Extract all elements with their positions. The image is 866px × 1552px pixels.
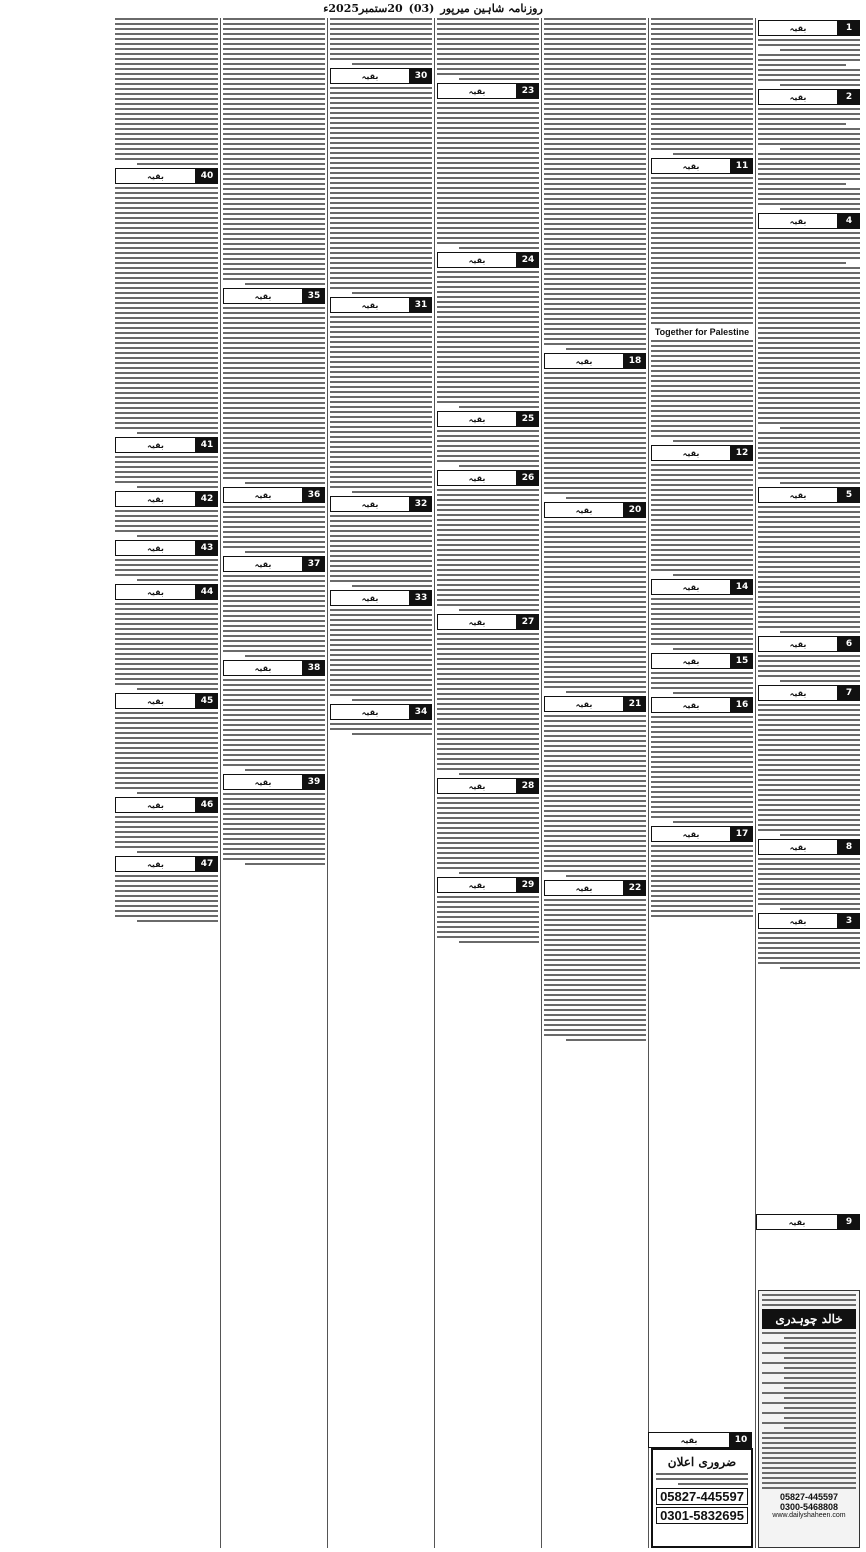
story-text [651, 18, 753, 155]
story-number: 40 [196, 168, 218, 184]
story-label: بقیہ [115, 437, 196, 453]
story-32 [330, 496, 432, 587]
story-text [223, 793, 325, 865]
story-number: 7 [838, 685, 860, 701]
story-number: 46 [196, 797, 218, 813]
story-tag [223, 288, 325, 304]
issue-date: 20ستمبر2025ء [323, 1, 403, 15]
story-label: بقیہ [115, 168, 196, 184]
story-text [330, 316, 432, 493]
story-number: 30 [410, 68, 432, 84]
story-42 [115, 491, 218, 537]
story-number: 4 [838, 213, 860, 229]
story-tag [437, 411, 539, 427]
imprint-staff-list [762, 1332, 856, 1489]
story-tag [115, 856, 218, 872]
story-35 [223, 288, 325, 484]
story-text [115, 456, 218, 488]
story-tag [115, 540, 218, 556]
story-number: 43 [196, 540, 218, 556]
story-label: بقیہ [758, 487, 838, 503]
story-number: 8 [838, 839, 860, 855]
story-label: بقیہ [223, 487, 303, 503]
headline-together-for-palestine: Together for Palestine [654, 327, 750, 337]
story-number: 22 [624, 880, 646, 896]
story-label: بقیہ [651, 158, 731, 174]
column-6 [220, 18, 327, 1548]
story-label: بقیہ [544, 353, 624, 369]
story-tag [437, 252, 539, 268]
story-number: 42 [196, 491, 218, 507]
story-7 [758, 685, 860, 836]
story-tag [115, 491, 218, 507]
story-text [115, 875, 218, 922]
story-tag [330, 496, 432, 512]
story-tag [758, 685, 860, 701]
story-number: 5 [838, 487, 860, 503]
story-label: بقیہ [437, 411, 517, 427]
story-number: 45 [196, 693, 218, 709]
story-label: بقیہ [758, 89, 838, 105]
story-4 [758, 213, 860, 484]
story-text [330, 87, 432, 294]
story-number: 24 [517, 252, 539, 268]
story-27 [437, 614, 539, 775]
story-tag [544, 502, 646, 518]
story-number: 18 [624, 353, 646, 369]
story-tag [758, 913, 860, 929]
story-text [223, 18, 325, 285]
story-tag [437, 778, 539, 794]
ad-text [656, 1473, 748, 1485]
story-number: 16 [731, 697, 753, 713]
story-number: 29 [517, 877, 539, 893]
story-text [651, 340, 753, 442]
story-text [544, 521, 646, 693]
story-text [437, 633, 539, 775]
ad-phone-2: 0301-5832695 [656, 1507, 748, 1524]
story-23 [437, 83, 539, 249]
story-label: بقیہ [758, 213, 838, 229]
story-number: 26 [517, 470, 539, 486]
story-tag [330, 68, 432, 84]
story-number: 37 [303, 556, 325, 572]
story-number: 11 [731, 158, 753, 174]
story-tag [330, 297, 432, 313]
story-label: بقیہ [330, 496, 410, 512]
story-number: 38 [303, 660, 325, 676]
story-number: 25 [517, 411, 539, 427]
story-3 [758, 913, 860, 969]
story-tag [223, 556, 325, 572]
story-25 [437, 411, 539, 467]
column-2 [648, 18, 755, 1548]
story-text [115, 816, 218, 853]
story-tag [758, 213, 860, 229]
story-number: 2 [838, 89, 860, 105]
story-label: بقیہ [758, 20, 838, 36]
story-text [544, 715, 646, 877]
story-28 [437, 778, 539, 874]
story-44 [115, 584, 218, 690]
story-label: بقیہ [115, 797, 196, 813]
story-text [651, 672, 753, 694]
story-number: 44 [196, 584, 218, 600]
story-text [115, 510, 218, 537]
story-number: 21 [624, 696, 646, 712]
story-30 [330, 68, 432, 294]
story-number: 1 [838, 20, 860, 36]
story-10-marker [648, 1430, 752, 1451]
story-tag [651, 579, 753, 595]
story-label: بقیہ [651, 445, 731, 461]
story-6 [758, 636, 860, 682]
story-label: بقیہ [330, 590, 410, 606]
story-18 [544, 353, 646, 499]
imprint-text [762, 1294, 856, 1306]
story-tag [648, 1432, 752, 1448]
story-14 [651, 579, 753, 650]
story-tag [544, 696, 646, 712]
newspaper-page [4, 18, 862, 1548]
story-label: بقیہ [437, 614, 517, 630]
story-label: بقیہ [758, 913, 838, 929]
story-label: بقیہ [758, 636, 838, 652]
story-text [330, 723, 432, 735]
story-text [651, 177, 753, 324]
story-number: 9 [838, 1214, 860, 1230]
story-47 [115, 856, 218, 922]
story-number: 39 [303, 774, 325, 790]
story-tag [223, 774, 325, 790]
story-label: بقیہ [544, 880, 624, 896]
story-number: 23 [517, 83, 539, 99]
story-text [437, 271, 539, 408]
story-number: 35 [303, 288, 325, 304]
story-label: بقیہ [330, 704, 410, 720]
story-number: 17 [731, 826, 753, 842]
story-text [758, 108, 860, 210]
story-tag [115, 693, 218, 709]
story-label: بقیہ [115, 856, 196, 872]
story-text [758, 858, 860, 910]
story-text [437, 18, 539, 80]
story-text [223, 575, 325, 657]
story-number: 14 [731, 579, 753, 595]
story-number: 27 [517, 614, 539, 630]
story-17 [651, 826, 753, 917]
story-tag [758, 636, 860, 652]
story-21 [544, 696, 646, 877]
story-tag [651, 158, 753, 174]
story-tag [330, 704, 432, 720]
story-tag [758, 839, 860, 855]
imprint-phone-1: 05827-445597 [779, 1492, 839, 1502]
story-text [115, 712, 218, 794]
story-text [651, 598, 753, 650]
story-tag [758, 487, 860, 503]
column-3 [541, 18, 648, 1548]
story-label: بقیہ [223, 556, 303, 572]
story-label: بقیہ [651, 697, 731, 713]
story-43 [115, 540, 218, 581]
story-label: بقیہ [437, 877, 517, 893]
story-36 [223, 487, 325, 553]
story-text [223, 307, 325, 484]
imprint-title: خالد چوہدری [762, 1309, 856, 1329]
story-text [651, 464, 753, 576]
story-text [544, 18, 646, 350]
story-tag [651, 697, 753, 713]
story-text [437, 102, 539, 249]
story-46 [115, 797, 218, 853]
story-8 [758, 839, 860, 910]
story-tag [223, 487, 325, 503]
story-1 [758, 20, 860, 86]
story-text [758, 39, 860, 86]
story-5 [758, 487, 860, 633]
story-number: 10 [730, 1432, 752, 1448]
story-text [758, 704, 860, 836]
story-24 [437, 252, 539, 408]
story-text [758, 655, 860, 682]
ad-phone-1: 05827-445597 [656, 1488, 748, 1505]
column-5 [327, 18, 434, 1548]
story-text [437, 797, 539, 874]
story-tag [437, 83, 539, 99]
story-text [223, 506, 325, 553]
story-tag [223, 660, 325, 676]
story-text [115, 187, 218, 434]
story-29 [437, 877, 539, 943]
story-number: 28 [517, 778, 539, 794]
imprint-website: www.dailyshaheen.com [772, 1512, 846, 1519]
story-text [544, 899, 646, 1041]
story-text [115, 18, 218, 165]
story-tag [437, 877, 539, 893]
story-label: بقیہ [437, 252, 517, 268]
story-33 [330, 590, 432, 701]
story-41 [115, 437, 218, 488]
story-text [651, 845, 753, 917]
story-26 [437, 470, 539, 611]
story-number: 12 [731, 445, 753, 461]
story-label: بقیہ [756, 1214, 838, 1230]
story-text [651, 716, 753, 823]
story-label: بقیہ [330, 297, 410, 313]
story-tag [651, 826, 753, 842]
story-number: 32 [410, 496, 432, 512]
story-39 [223, 774, 325, 865]
story-text [544, 372, 646, 499]
story-tag [544, 880, 646, 896]
story-text [437, 489, 539, 611]
story-38 [223, 660, 325, 771]
story-tag [758, 20, 860, 36]
imprint-phone-2: 0300-5468808 [779, 1502, 839, 1512]
story-label: بقیہ [437, 83, 517, 99]
story-22 [544, 880, 646, 1041]
ad-title: ضروری اعلان [667, 1455, 737, 1469]
story-label: بقیہ [115, 491, 196, 507]
story-label: بقیہ [115, 540, 196, 556]
story-number: 20 [624, 502, 646, 518]
story-tag [115, 797, 218, 813]
story-text [437, 896, 539, 943]
story-45 [115, 693, 218, 794]
story-tag [115, 437, 218, 453]
story-text [115, 559, 218, 581]
story-label: بقیہ [437, 470, 517, 486]
column-7 [113, 18, 220, 1548]
column-1 [755, 18, 862, 1548]
story-label: بقیہ [223, 774, 303, 790]
story-number: 47 [196, 856, 218, 872]
story-text [437, 430, 539, 467]
story-tag [330, 590, 432, 606]
story-16 [651, 697, 753, 823]
story-number: 6 [838, 636, 860, 652]
story-text [223, 679, 325, 771]
story-label: بقیہ [651, 826, 731, 842]
story-20 [544, 502, 646, 693]
story-11 [651, 158, 753, 442]
story-label: بقیہ [544, 502, 624, 518]
story-34 [330, 704, 432, 735]
story-tag [651, 445, 753, 461]
story-text [330, 515, 432, 587]
story-label: بقیہ [648, 1432, 730, 1448]
notice-ad [651, 1448, 753, 1548]
story-number: 31 [410, 297, 432, 313]
story-text [758, 506, 860, 633]
story-number: 3 [838, 913, 860, 929]
story-2 [758, 89, 860, 210]
story-label: بقیہ [651, 653, 731, 669]
story-number: 33 [410, 590, 432, 606]
story-tag [651, 653, 753, 669]
story-tag [756, 1214, 860, 1230]
masthead-strip [0, 0, 866, 16]
story-number: 36 [303, 487, 325, 503]
story-12 [651, 445, 753, 576]
story-text [330, 18, 432, 65]
story-label: بقیہ [544, 696, 624, 712]
story-text [330, 609, 432, 701]
story-label: بقیہ [437, 778, 517, 794]
story-label: بقیہ [223, 288, 303, 304]
story-label: بقیہ [115, 693, 196, 709]
story-37 [223, 556, 325, 657]
story-40 [115, 168, 218, 434]
story-label: بقیہ [651, 579, 731, 595]
story-label: بقیہ [115, 584, 196, 600]
story-number: 34 [410, 704, 432, 720]
story-15 [651, 653, 753, 694]
story-tag [437, 470, 539, 486]
story-text [115, 603, 218, 690]
story-number: 41 [196, 437, 218, 453]
story-tag [758, 89, 860, 105]
story-label: بقیہ [330, 68, 410, 84]
story-number: 15 [731, 653, 753, 669]
story-label: بقیہ [758, 839, 838, 855]
story-tag [115, 584, 218, 600]
story-text [758, 932, 860, 969]
story-31 [330, 297, 432, 493]
story-tag [115, 168, 218, 184]
story-tag [544, 353, 646, 369]
story-label: بقیہ [758, 685, 838, 701]
story-label: بقیہ [223, 660, 303, 676]
page-number: (03) [408, 1, 435, 15]
story-tag [437, 614, 539, 630]
newspaper-name: روزنامہ شاہین میرپور [440, 1, 543, 15]
story-text [758, 232, 860, 484]
imprint-box [758, 1290, 860, 1548]
story-9-marker [756, 1212, 860, 1233]
column-4 [434, 18, 541, 1548]
